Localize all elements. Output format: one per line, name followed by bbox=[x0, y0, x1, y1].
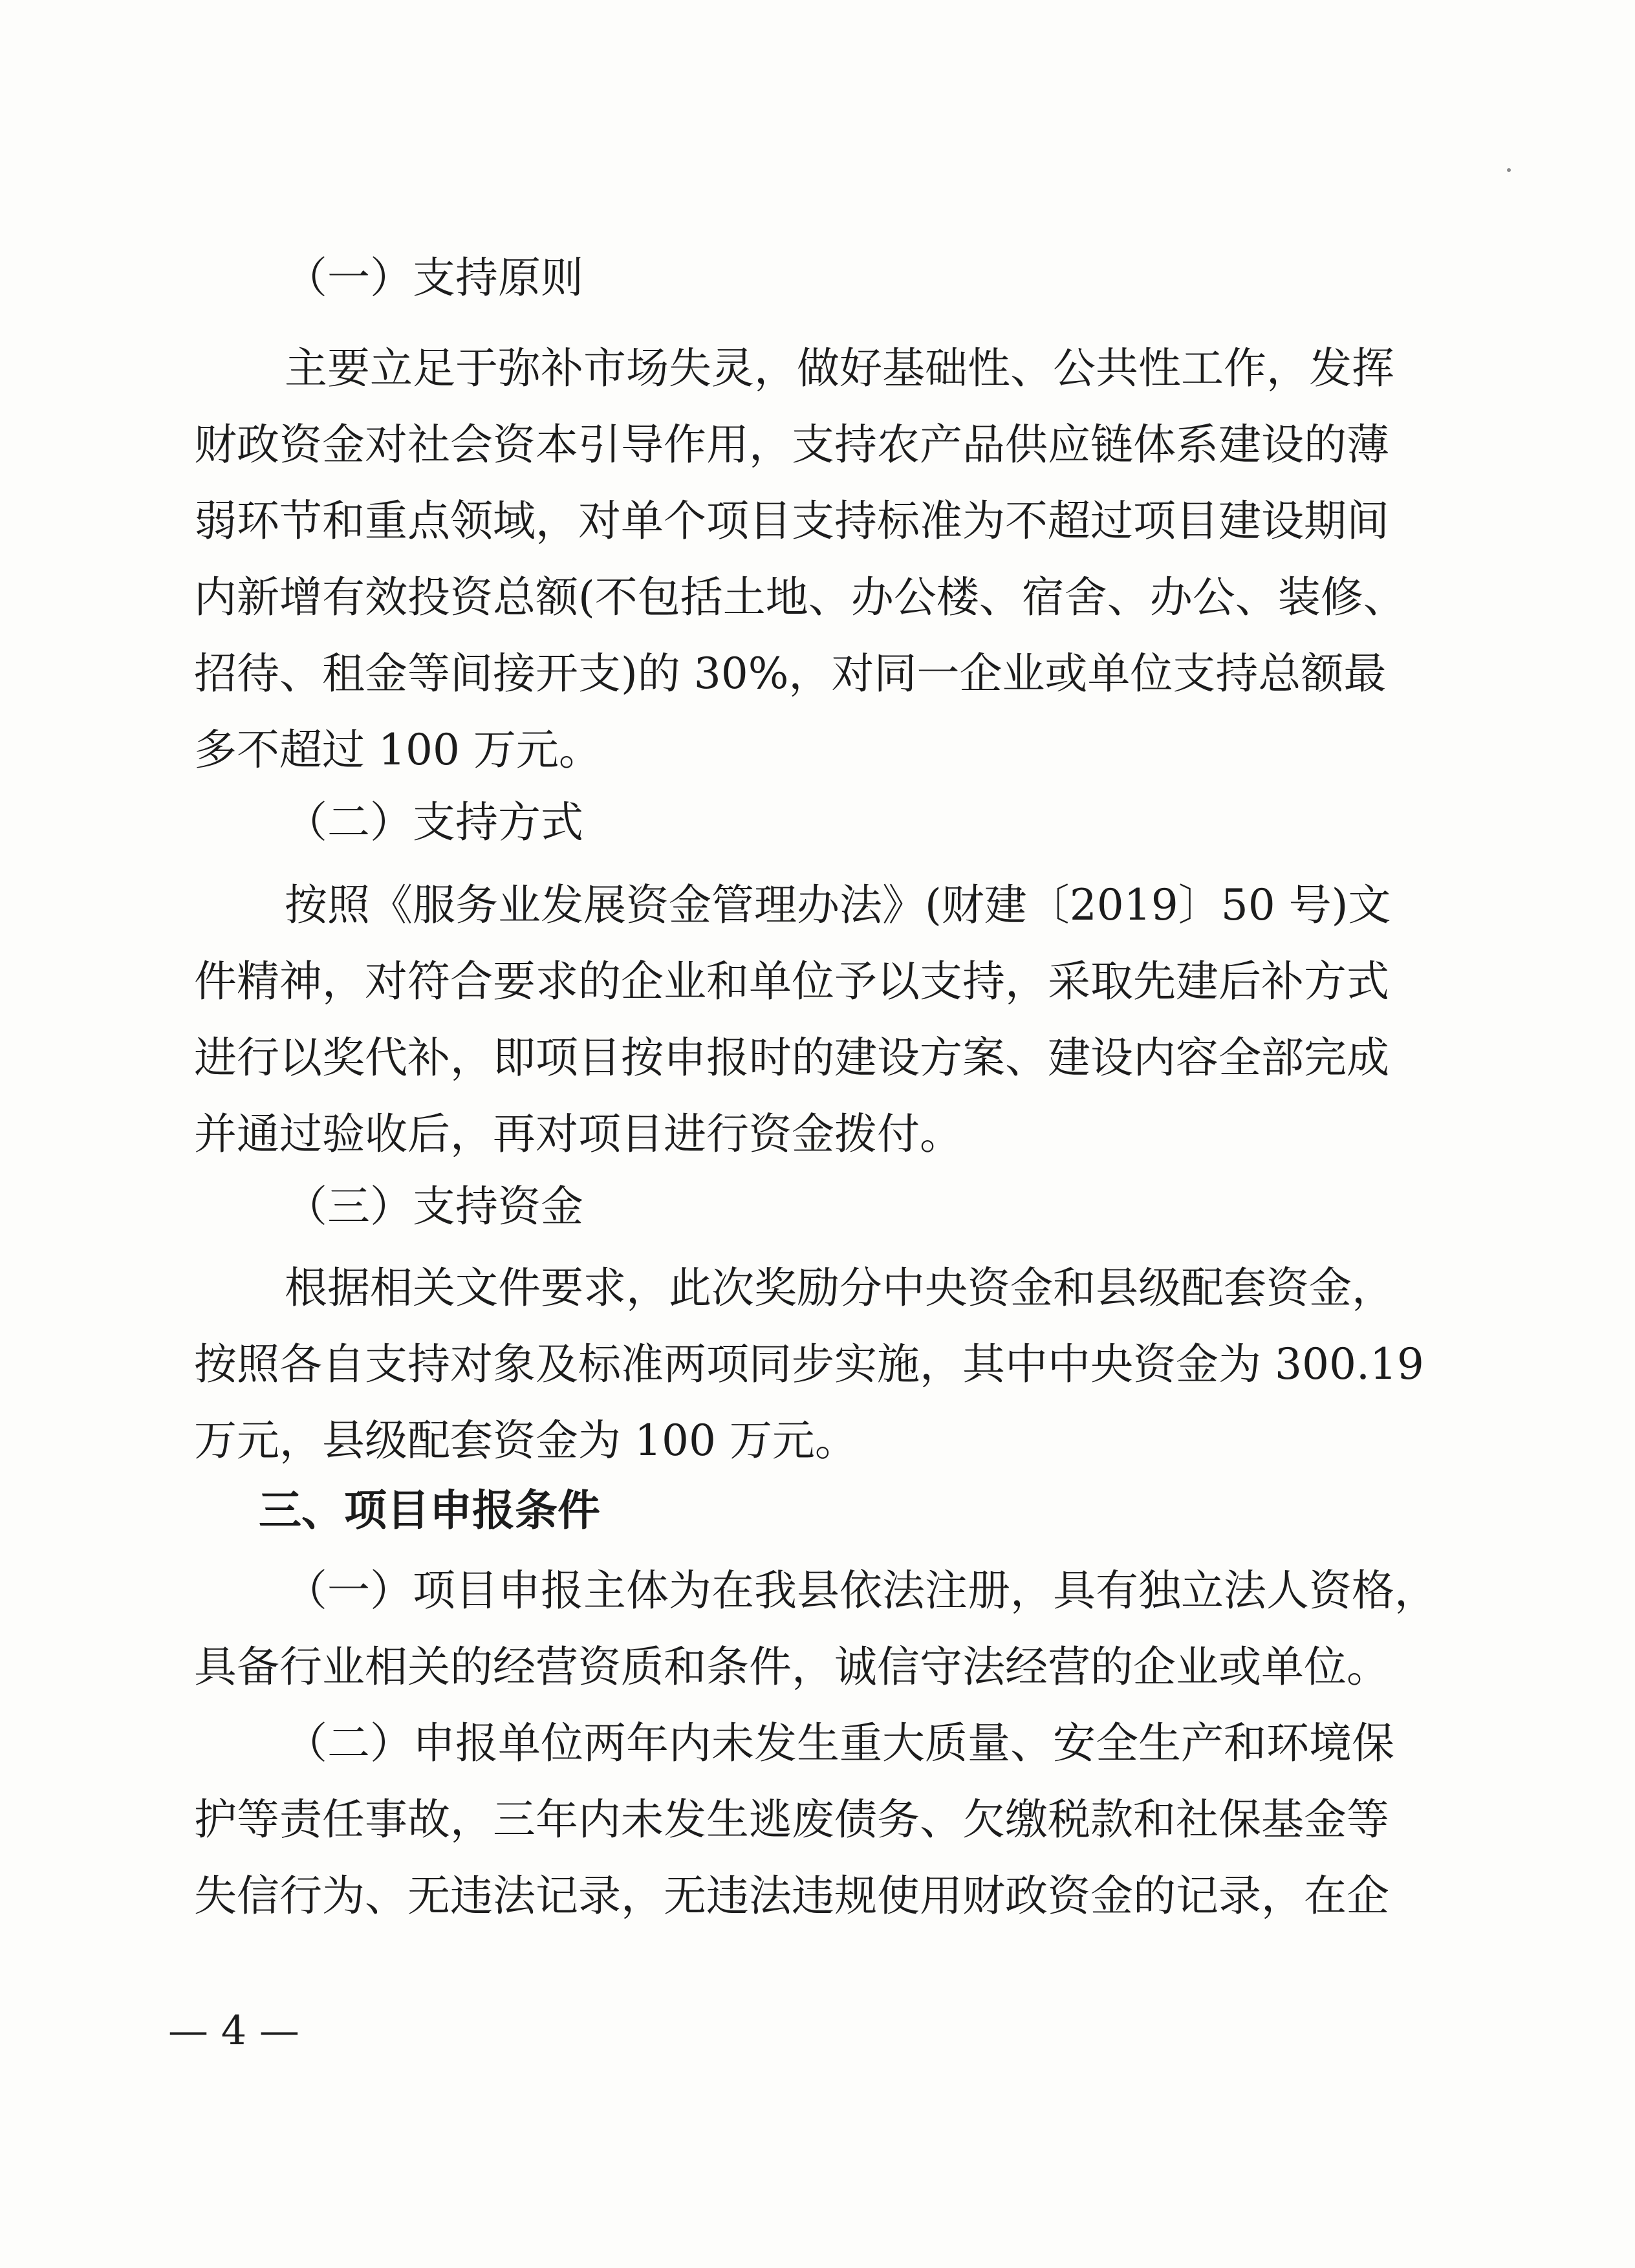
heading-support-principle: （一）支持原则 bbox=[285, 253, 583, 303]
heading-application-conditions: 三、项目申报条件 bbox=[259, 1485, 600, 1535]
paragraph-line: 护等责任事故，三年内未发生逃废债务、欠缴税款和社保基金等 bbox=[194, 1795, 1389, 1844]
paragraph-line: 按照各自支持对象及标准两项同步实施，其中中央资金为 300.19 bbox=[194, 1339, 1424, 1389]
paragraph-line: 万元，县级配套资金为 100 万元。 bbox=[194, 1416, 858, 1465]
paragraph-line: 失信行为、无违法记录，无违法违规使用财政资金的记录，在企 bbox=[194, 1871, 1389, 1921]
paragraph-line: 内新增有效投资总额(不包括土地、办公楼、宿舍、办公、装修、 bbox=[194, 572, 1406, 622]
heading-support-funds: （三）支持资金 bbox=[285, 1182, 583, 1231]
paragraph-line: 招待、租金等间接开支)的 30%，对同一企业或单位支持总额最 bbox=[194, 649, 1387, 698]
paragraph-line: 按照《服务业发展资金管理办法》(财建〔2019〕50 号)文 bbox=[285, 880, 1391, 930]
paragraph-line: （一）项目申报主体为在我县依法注册，具有独立法人资格， bbox=[285, 1566, 1437, 1615]
page-number: — 4 — bbox=[168, 2007, 299, 2054]
paragraph-line: （二）申报单位两年内未发生重大质量、安全生产和环境保 bbox=[285, 1718, 1394, 1768]
paragraph-line: 进行以奖代补，即项目按申报时的建设方案、建设内容全部完成 bbox=[194, 1033, 1389, 1083]
paragraph-line: 并通过验收后，再对项目进行资金拨付。 bbox=[194, 1109, 962, 1159]
paragraph-line: 财政资金对社会资本引导作用，支持农产品供应链体系建设的薄 bbox=[194, 420, 1389, 470]
paragraph-line: 主要立足于弥补市场失灵，做好基础性、公共性工作，发挥 bbox=[285, 343, 1394, 393]
paragraph-line: 件精神，对符合要求的企业和单位予以支持，采取先建后补方式 bbox=[194, 956, 1389, 1006]
paragraph-line: 具备行业相关的经营资质和条件，诚信守法经营的企业或单位。 bbox=[194, 1642, 1389, 1692]
paragraph-line: 多不超过 100 万元。 bbox=[194, 725, 601, 775]
heading-support-method: （二）支持方式 bbox=[285, 797, 583, 847]
paragraph-line: 弱环节和重点领域，对单个项目支持标准为不超过项目建设期间 bbox=[194, 496, 1389, 546]
paragraph-line: 根据相关文件要求，此次奖励分中央资金和县级配套资金， bbox=[285, 1263, 1394, 1313]
scan-speck bbox=[1507, 168, 1511, 172]
